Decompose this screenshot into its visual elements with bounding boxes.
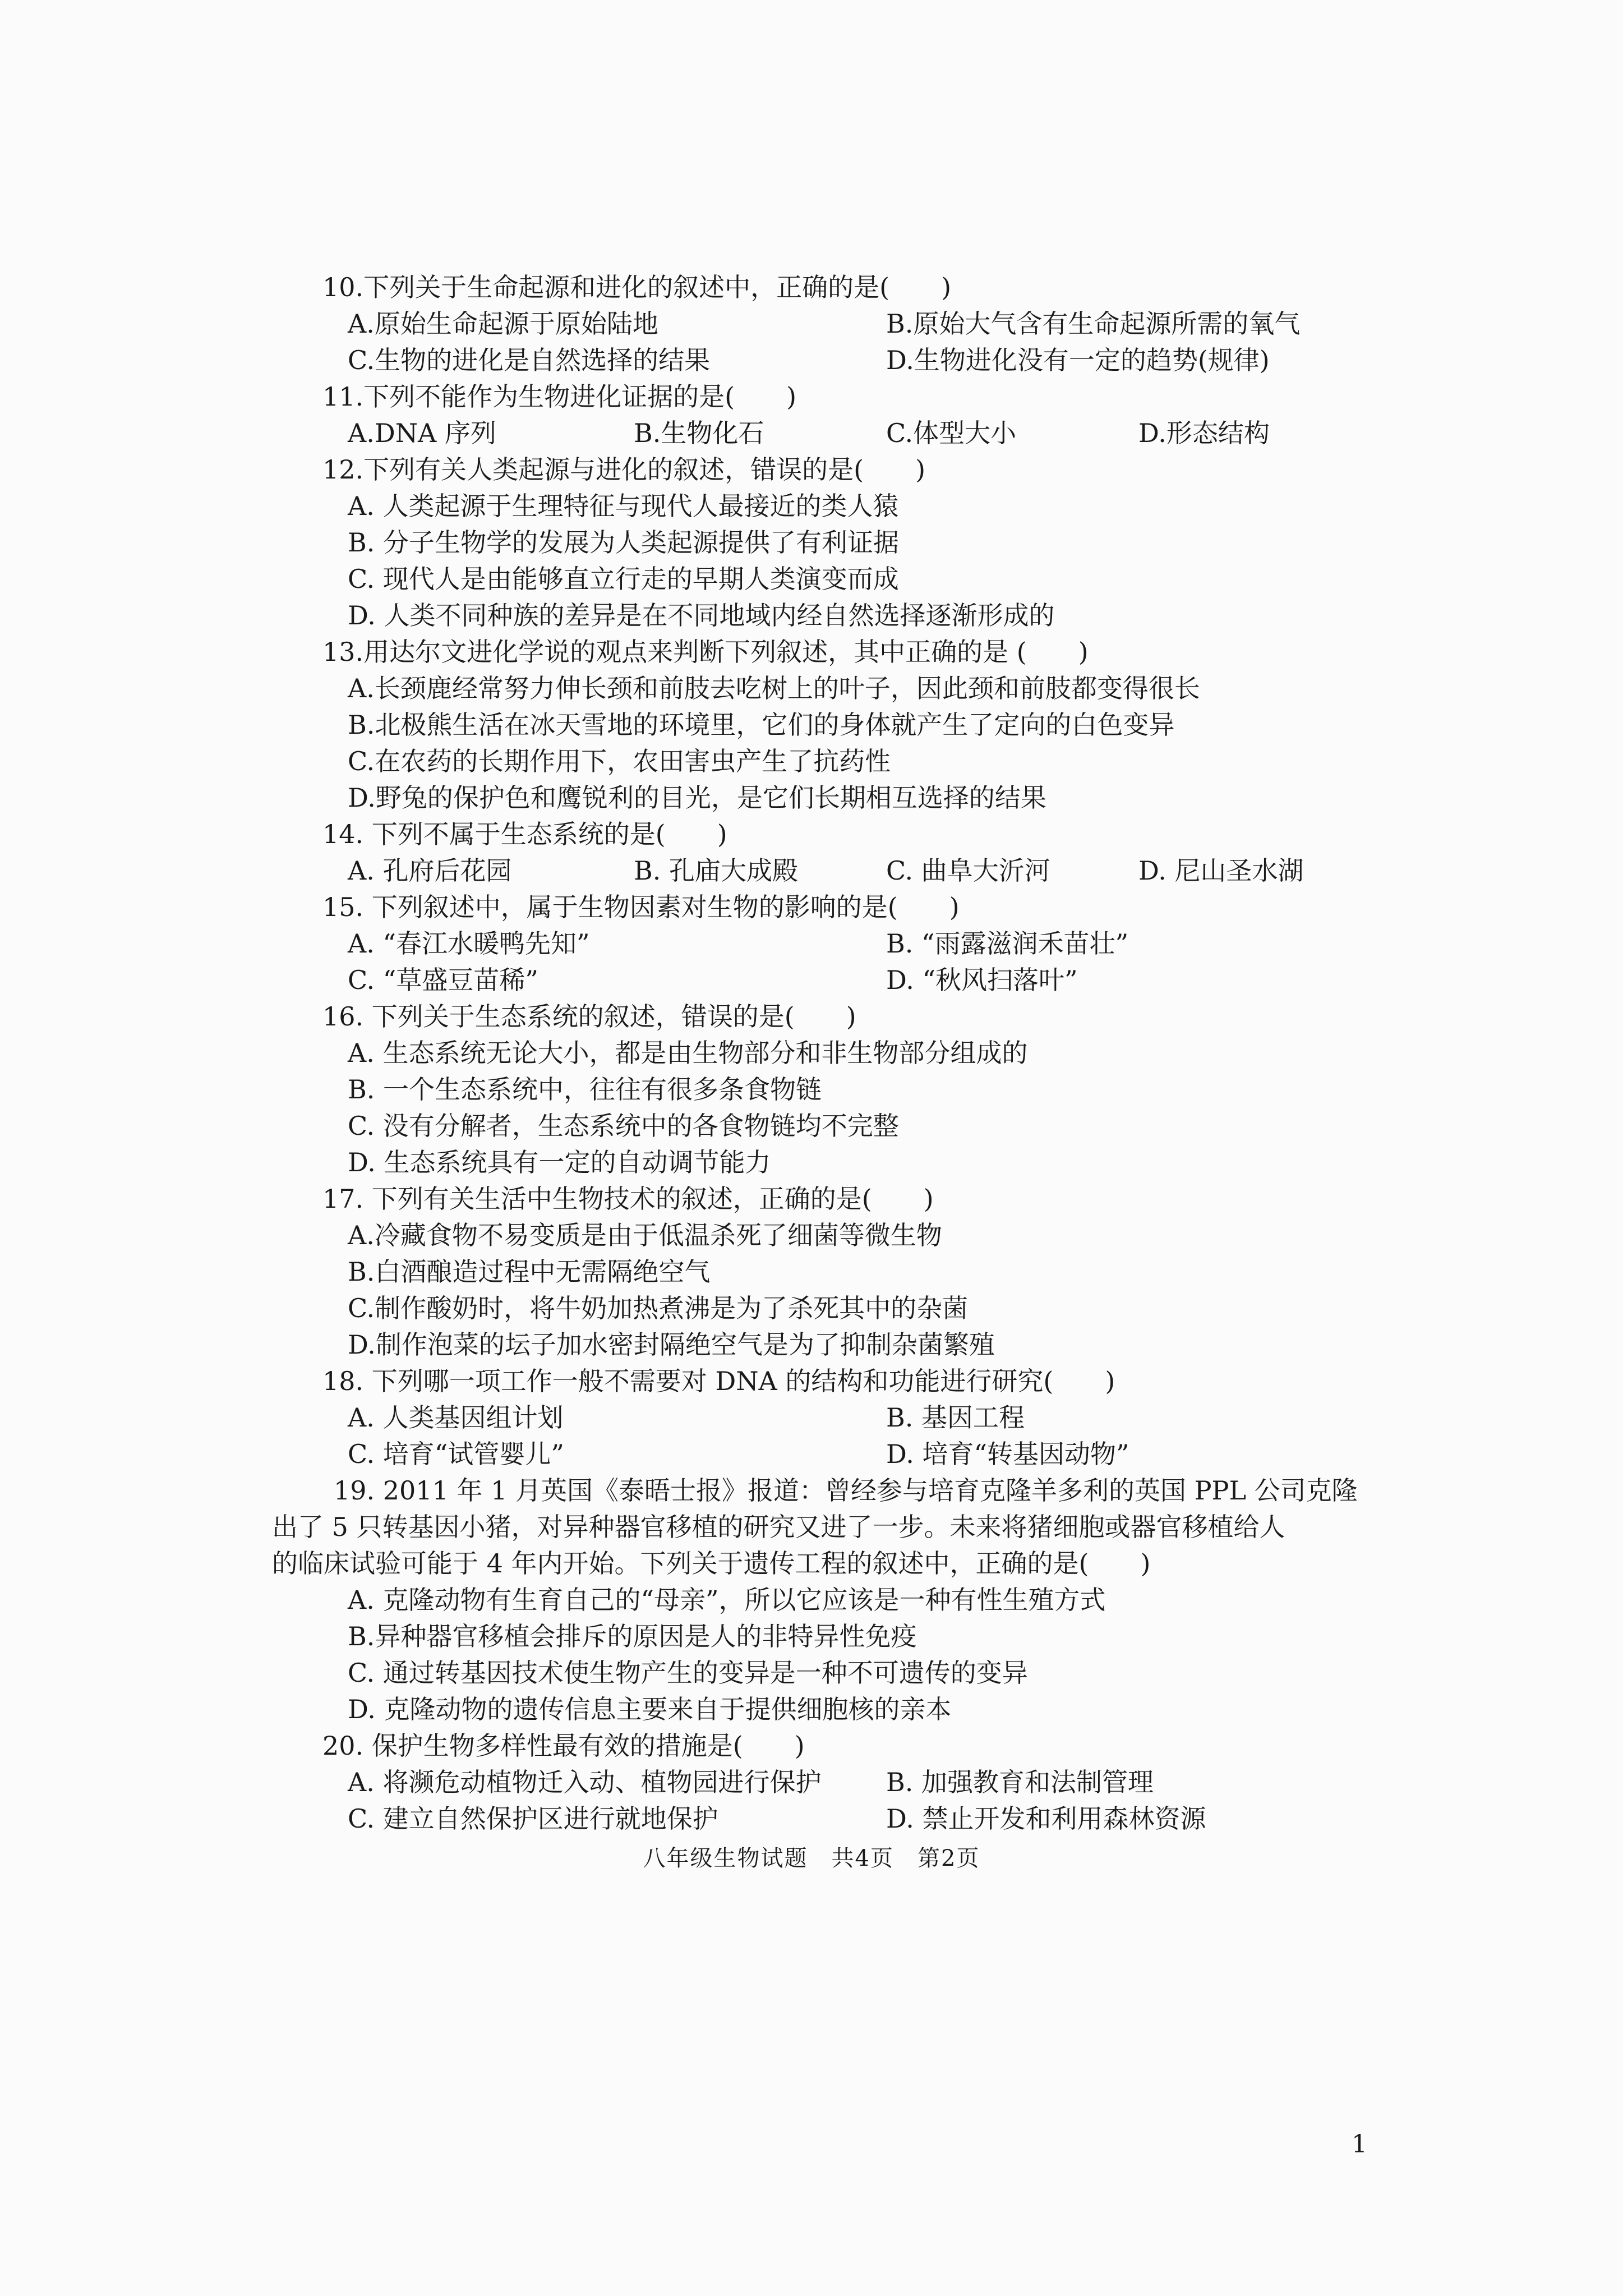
question-stem-line-3: 的临床试验可能于 4 年内开始。下列关于遗传工程的叙述中，正确的是( ) (272, 1548, 1151, 1579)
option-row (322, 1801, 1382, 1837)
option-row (322, 306, 1382, 342)
question-stem: 10.下列关于生命起源和进化的叙述中，正确的是( ) (322, 272, 952, 302)
question-19 (272, 1473, 1382, 1728)
option-row (322, 342, 1382, 379)
option-b: B.原始大气含有生命起源所需的氧气 (886, 309, 1301, 339)
option-b: B.北极熊生活在冰天雪地的环境里，它们的身体就产生了定向的白色变异 (348, 710, 1175, 740)
option-c: C. 培育“试管婴儿” (348, 1439, 564, 1469)
option-d: D. 克隆动物的遗传信息主要来自于提供细胞核的亲本 (348, 1694, 952, 1724)
option-row (322, 962, 1382, 999)
option-c: C. “草盛豆苗稀” (348, 965, 538, 995)
option-a: A.冷藏食物不易变质是由于低温杀死了细菌等微生物 (348, 1220, 942, 1250)
question-stem-line-1: 19. 2011 年 1 月英国《泰晤士报》报道：曾经参与培育克隆羊多利的英国 PPL 公司克隆 (334, 1475, 1358, 1506)
option-d: D.野兔的保护色和鹰锐利的目光，是它们长期相互选择的结果 (348, 783, 1046, 813)
option-c: C.制作酸奶时，将牛奶加热煮沸是为了杀死其中的杂菌 (348, 1293, 969, 1323)
option-c: C.生物的进化是自然选择的结果 (348, 345, 711, 375)
option-d: D. 培育“转基因动物” (886, 1439, 1129, 1469)
option-a: A. 克隆动物有生育自己的“母亲”，所以它应该是一种有性生殖方式 (348, 1585, 1106, 1615)
option-b: B.异种器官移植会排斥的原因是人的非特异性免疫 (348, 1621, 917, 1651)
page-number: 1 (1352, 2130, 1367, 2159)
option-d: D.制作泡菜的坛子加水密封隔绝空气是为了抑制杂菌繁殖 (348, 1329, 995, 1360)
option-a: A. “春江水暖鸭先知” (348, 928, 590, 959)
question-stem: 12.下列有关人类起源与进化的叙述，错误的是( ) (322, 454, 926, 485)
option-c: C.在农药的长期作用下，农田害虫产生了抗药性 (348, 746, 891, 776)
question-stem: 18. 下列哪一项工作一般不需要对 DNA 的结构和功能进行研究( ) (322, 1366, 1115, 1396)
option-d: D. “秋风扫落叶” (886, 965, 1078, 995)
question-stem-line-2: 出了 5 只转基因小猪，对异种器官移植的研究又进了一步。未来将猪细胞或器官移植给人 (272, 1512, 1285, 1542)
question-10 (322, 269, 1382, 379)
option-a: A.长颈鹿经常努力伸长颈和前肢去吃树上的叶子，因此颈和前肢都变得很长 (348, 673, 1200, 703)
option-b: B. 孔庙大成殿 (634, 855, 799, 886)
question-20 (322, 1728, 1382, 1837)
option-row (322, 415, 1382, 452)
option-c: C. 没有分解者，生态系统中的各食物链均不完整 (348, 1111, 899, 1141)
option-row (322, 1436, 1382, 1473)
option-c: C. 曲阜大沂河 (886, 855, 1050, 886)
question-stem: 17. 下列有关生活中生物技术的叙述，正确的是( ) (322, 1184, 934, 1214)
option-row (322, 1400, 1382, 1436)
option-b: B. 分子生物学的发展为人类起源提供了有利证据 (348, 527, 900, 558)
question-stem: 11.下列不能作为生物进化证据的是( ) (322, 381, 797, 412)
option-a: A. 人类基因组计划 (348, 1402, 564, 1433)
question-stem: 13.用达尔文进化学说的观点来判断下列叙述，其中正确的是 ( ) (322, 637, 1089, 667)
option-a: A. 人类起源于生理特征与现代人最接近的类人猿 (348, 491, 899, 521)
option-row (322, 926, 1382, 962)
question-11 (322, 379, 1382, 452)
question-12 (322, 452, 1382, 634)
option-c: C.体型大小 (886, 418, 1017, 448)
option-b: B. “雨露滋润禾苗壮” (886, 928, 1129, 959)
option-b: B.生物化石 (634, 418, 764, 448)
question-stem: 14. 下列不属于生态系统的是( ) (322, 819, 727, 849)
option-a: A. 生态系统无论大小，都是由生物部分和非生物部分组成的 (348, 1038, 1028, 1068)
option-b: B.白酒酿造过程中无需隔绝空气 (348, 1257, 711, 1287)
option-a: A. 孔府后花园 (348, 855, 512, 886)
question-stem: 15. 下列叙述中，属于生物因素对生物的影响的是( ) (322, 892, 960, 922)
option-row (322, 1764, 1382, 1801)
option-a: A. 将濒危动植物迁入动、植物园进行保护 (348, 1767, 822, 1797)
question-stem: 16. 下列关于生态系统的叙述，错误的是( ) (322, 1001, 856, 1032)
option-b: B. 一个生态系统中，往往有很多条食物链 (348, 1074, 822, 1105)
question-15 (322, 889, 1382, 999)
question-16 (322, 999, 1382, 1181)
option-d: D.生物进化没有一定的趋势(规律) (886, 345, 1270, 375)
question-17 (322, 1181, 1382, 1363)
option-a: A.DNA 序列 (348, 418, 496, 448)
option-b: B. 基因工程 (886, 1402, 1025, 1433)
option-row (322, 853, 1382, 889)
option-d: D. 人类不同种族的差异是在不同地域内经自然选择逐渐形成的 (348, 600, 1055, 631)
option-d: D. 禁止开发和利用森林资源 (886, 1803, 1206, 1834)
option-c: C. 通过转基因技术使生物产生的变异是一种不可遗传的变异 (348, 1658, 1028, 1688)
option-d: D. 生态系统具有一定的自动调节能力 (348, 1147, 771, 1177)
option-d: D.形态结构 (1138, 418, 1270, 448)
question-18 (322, 1363, 1382, 1473)
option-c: C. 现代人是由能够直立行走的早期人类演变而成 (348, 564, 899, 594)
question-13 (322, 634, 1382, 816)
option-d: D. 尼山圣水湖 (1138, 855, 1304, 886)
question-stem: 20. 保护生物多样性最有效的措施是( ) (322, 1731, 805, 1761)
question-list (272, 269, 1382, 1837)
option-a: A.原始生命起源于原始陆地 (348, 309, 658, 339)
option-c: C. 建立自然保护区进行就地保护 (348, 1803, 718, 1834)
question-14 (322, 816, 1382, 889)
option-b: B. 加强教育和法制管理 (886, 1767, 1154, 1797)
page-footer: 八年级生物试题 共4页 第2页 (643, 1846, 980, 1871)
